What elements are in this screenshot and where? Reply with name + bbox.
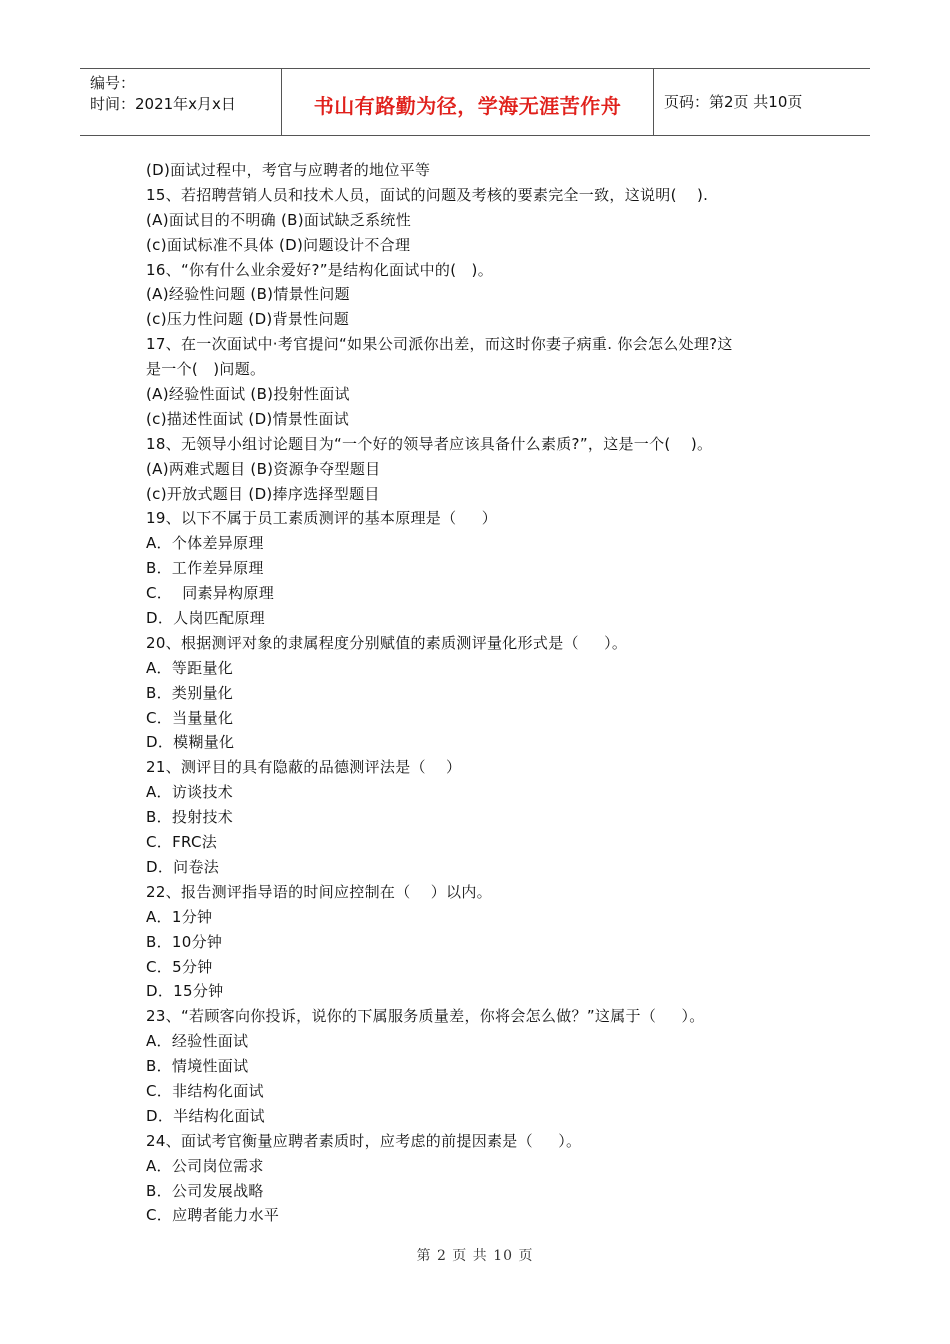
text-line: B．公司发展战略: [146, 1181, 264, 1200]
text-line: D．15分钟: [146, 982, 224, 1001]
text-line: A．公司岗位需求: [146, 1156, 264, 1175]
text-line: (c)描述性面试 (D)情景性面试: [146, 409, 350, 428]
document-date-label: 时间：2021年x月x日: [90, 95, 236, 113]
text-line: D．问卷法: [146, 857, 220, 876]
text-line: 19、以下不属于员工素质测评的基本原理是（ ）: [146, 509, 498, 528]
text-line: 是一个( )问题。: [146, 360, 266, 379]
page-header: [80, 68, 870, 136]
text-line: (c)开放式题目 (D)捧序选择型题目: [146, 484, 380, 503]
header-page-cell: [654, 69, 870, 135]
text-line: (c)面试标准不具体 (D)问题设计不合理: [146, 235, 411, 254]
text-line: 17、在一次面试中·考官提问“如果公司派你出差，而这时你妻子病重. 你会怎么处理?这: [146, 335, 733, 354]
text-line: B．10分钟: [146, 932, 223, 951]
text-line: 22、报告测评指导语的时间应控制在（ ）以内。: [146, 882, 492, 901]
header-meta: [80, 69, 282, 135]
text-line: B．工作差异原理: [146, 559, 264, 578]
text-line: B．情境性面试: [146, 1057, 249, 1076]
text-line: 16、“你有什么业余爱好?”是结构化面试中的( )。: [146, 260, 494, 279]
text-line: C．应聘者能力水平: [146, 1206, 280, 1225]
text-line: (A)经验性问题 (B)情景性问题: [146, 285, 350, 304]
page-number-label: 页码：第2页 共10页: [664, 93, 803, 111]
motto-text: 书山有路勤为径，学海无涯苦作舟: [313, 93, 622, 118]
page-footer: 第 2 页 共 10 页: [416, 1248, 534, 1264]
text-line: C．FRC法: [146, 833, 218, 852]
text-line: 24、面试考官衡量应聘者素质时，应考虑的前提因素是（ ）。: [146, 1131, 582, 1150]
text-line: (A)经验性面试 (B)投射性面试: [146, 385, 350, 404]
text-line: C．非结构化面试: [146, 1081, 264, 1100]
text-line: A．1分钟: [146, 907, 213, 926]
document-number-label: 编号：: [90, 74, 136, 92]
text-line: C． 同素异构原理: [146, 584, 275, 603]
text-line: D．模糊量化: [146, 733, 235, 752]
text-line: 18、无领导小组讨论题目为“一个好的领导者应该具备什么素质?”，这是一个( )。: [146, 434, 713, 453]
text-line: A．等距量化: [146, 658, 234, 677]
text-line: B．投射技术: [146, 808, 234, 827]
text-line: D．人岗匹配原理: [146, 609, 265, 628]
text-line: C．5分钟: [146, 957, 213, 976]
text-line: D．半结构化面试: [146, 1106, 265, 1125]
text-line: B．类别量化: [146, 683, 234, 702]
text-line: 20、根据测评对象的隶属程度分别赋值的素质测评量化形式是（ ）。: [146, 633, 628, 652]
text-line: 21、测评目的具有隐蔽的品德测评法是（ ）: [146, 758, 462, 777]
text-line: A．经验性面试: [146, 1032, 249, 1051]
text-line: (D)面试过程中，考官与应聘者的地位平等: [146, 161, 431, 179]
text-line: A．个体差异原理: [146, 534, 264, 553]
text-line: 23、“若顾客向你投诉，说你的下属服务质量差，你将会怎么做？”这属于（ ）。: [146, 1007, 705, 1026]
text-line: (A)两难式题目 (B)资源争夺型题目: [146, 459, 381, 478]
text-line: (c)压力性问题 (D)背景性问题: [146, 310, 350, 329]
text-line: 15、若招聘营销人员和技术人员，面试的问题及考核的要素完全一致，这说明( ).: [146, 185, 709, 204]
text-line: (A)面试目的不明确 (B)面试缺乏系统性: [146, 210, 412, 229]
header-motto-cell: [282, 69, 654, 135]
text-line: A．访谈技术: [146, 783, 234, 802]
text-line: C．当量量化: [146, 708, 234, 727]
question-list: [146, 158, 826, 1228]
